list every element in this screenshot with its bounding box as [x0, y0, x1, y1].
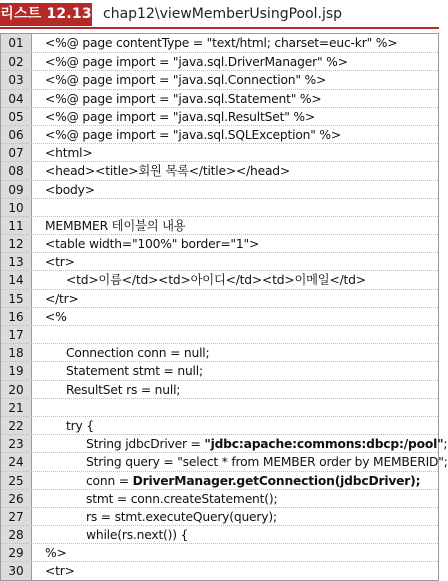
code-text: rs = stmt.executeQuery(query); [86, 509, 277, 524]
line-number: 26 [8, 491, 24, 506]
code-lines [1, 34, 448, 580]
code-text: MEMBMER 테이블의 내용 [45, 218, 186, 233]
line-number: 03 [8, 73, 24, 88]
line-number: 28 [8, 528, 24, 543]
code-line [1, 70, 438, 88]
code-text-plain: conn = [86, 473, 133, 488]
line-number: 05 [8, 109, 24, 124]
code-text: <tr> [45, 255, 75, 270]
code-text: <%@ page import = "java.sql.ResultSet" %> [45, 109, 315, 124]
code-text-highlight: DriverManager.getConnection(jdbcDriver); [132, 473, 421, 488]
code-text-highlight: "jdbc:apache:commons:dbcp:/pool" [204, 437, 444, 452]
code-line [1, 34, 438, 52]
code-text: <table width="100%" border="1"> [45, 237, 260, 252]
line-number: 24 [8, 455, 24, 470]
code-text: <% [45, 309, 67, 324]
code-line [1, 507, 438, 525]
line-number: 25 [8, 473, 24, 488]
code-line [1, 161, 438, 179]
code-line [1, 561, 438, 579]
line-number: 20 [8, 382, 24, 397]
code-text: %> [45, 546, 67, 561]
code-line [1, 234, 438, 252]
line-number: 23 [8, 437, 24, 452]
code-text: <head><title>회원 목록</title></head> [45, 164, 291, 179]
code-line [1, 270, 438, 288]
code-text: </tr> [45, 291, 79, 306]
code-text-plain: String jdbcDriver = [86, 437, 205, 452]
code-text: Statement stmt = null; [66, 364, 203, 379]
code-text [86, 472, 420, 490]
line-number: 04 [8, 91, 24, 106]
code-line [1, 434, 448, 452]
code-line [1, 198, 438, 216]
code-line [1, 361, 438, 379]
line-number: 06 [8, 127, 24, 142]
header-rule [0, 27, 439, 29]
line-number: 10 [8, 200, 24, 215]
line-number: 29 [8, 546, 24, 561]
line-number: 27 [8, 509, 24, 524]
code-text: <%@ page contentType = "text/html; charset=euc-kr" %> [45, 36, 398, 50]
line-number: 13 [8, 255, 24, 270]
code-line [1, 180, 438, 198]
code-text: <body> [45, 182, 95, 197]
code-text: <td>이름</td><td>아이디</td><td>이메일</td> [66, 273, 366, 288]
listing-header [0, 0, 439, 28]
code-line [1, 252, 438, 270]
line-number: 12 [8, 237, 24, 252]
code-line [1, 52, 438, 70]
code-line [1, 343, 438, 361]
code-line [1, 525, 438, 543]
line-number: 18 [8, 346, 24, 361]
code-line [1, 471, 438, 489]
line-number: 02 [8, 55, 24, 70]
code-line [1, 416, 438, 434]
line-number: 30 [8, 564, 24, 579]
code-text: String query = "select * from MEMBER order by MEMBERID"; [86, 455, 448, 470]
code-line [1, 125, 438, 143]
code-line [1, 452, 448, 470]
code-line [1, 289, 438, 307]
code-text: <html> [45, 146, 93, 161]
code-line [1, 143, 438, 161]
code-line [1, 216, 438, 234]
line-number: 08 [8, 164, 24, 179]
code-line [1, 325, 438, 343]
code-text: while(rs.next()) { [86, 528, 189, 543]
code-text: <tr> [45, 564, 75, 579]
code-text: <%@ page import = "java.sql.DriverManager" %> [45, 55, 348, 70]
line-number: 09 [8, 182, 24, 197]
line-number: 17 [8, 328, 24, 342]
line-number: 14 [8, 273, 24, 288]
code-text: <%@ page import = "java.sql.SQLException" %> [45, 127, 342, 142]
line-number: 01 [8, 36, 24, 50]
code-text: Connection conn = null; [66, 346, 210, 361]
line-number: 22 [8, 418, 24, 433]
code-line [1, 89, 438, 107]
code-text [86, 435, 447, 453]
code-text: <%@ page import = "java.sql.Statement" %> [45, 91, 322, 106]
line-number: 21 [8, 400, 24, 415]
code-line [1, 307, 438, 325]
listing-number-badge: 리스트 12.13 [0, 3, 92, 26]
code-line [1, 107, 438, 125]
code-text: <%@ page import = "java.sql.Connection" %> [45, 73, 327, 88]
code-line [1, 398, 438, 416]
line-number: 15 [8, 291, 24, 306]
line-number: 07 [8, 146, 24, 161]
code-line [1, 380, 438, 398]
code-text-plain: ; [443, 437, 448, 452]
code-listing [0, 33, 448, 581]
code-text: stmt = conn.createStatement(); [86, 491, 278, 506]
code-line [1, 543, 438, 561]
code-text: ResultSet rs = null; [66, 382, 181, 397]
line-number: 19 [8, 364, 24, 379]
listing-filename: chap12\viewMemberUsingPool.jsp [103, 6, 343, 22]
line-number: 16 [8, 309, 24, 324]
code-text: try { [66, 418, 94, 433]
code-line [1, 489, 438, 507]
line-number: 11 [8, 218, 24, 233]
